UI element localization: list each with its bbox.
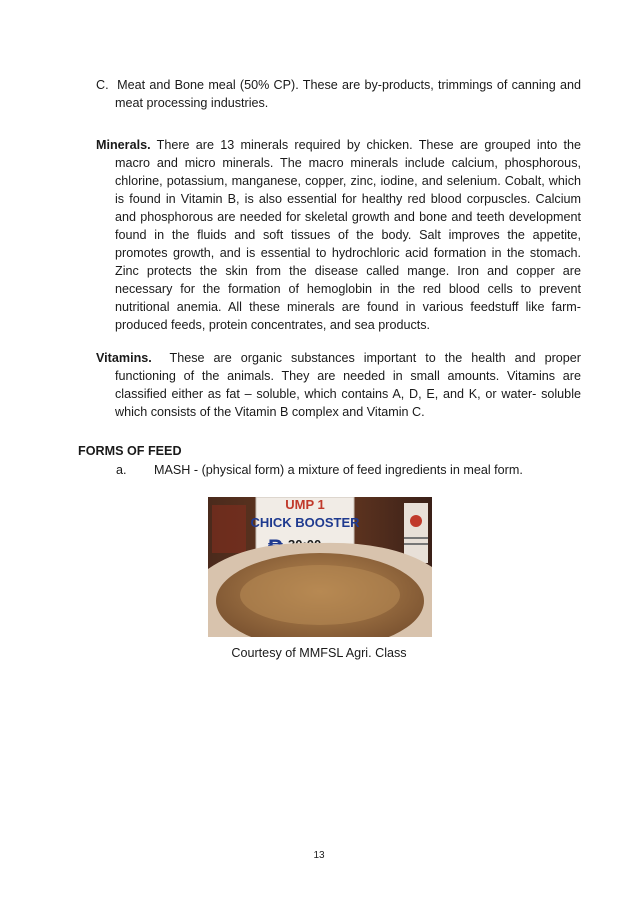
meat-bone-text: Meat and Bone meal (50% CP). These are by-products, trimmings of canning and meat processing industries. — [115, 78, 582, 110]
list-item-letter: a. — [116, 463, 127, 477]
page-number: 13 — [313, 850, 325, 861]
minerals-text: There are 13 minerals required by chicken. These are grouped into the macro and micro minerals. The macro minerals include calcium, phosphorous, chlorine, potassium, manganese, copper, zinc, iodine, and selenium. Cobalt, which is found in Vitamin B, is also essential for healthy red blood corpuscles. Calcium and phosphorous are needed for skeletal growth and bone and teeth development found in the fluids and soft tissues of the body. Salt improves the appetite, promotes growth, and is essential to hydrochloric acid formation in the stomach. Zinc protects the skin from the disease called mange. Iron and copper are necessary for the formation of hemoglobin in the red blood cells to prevent nutritional anemia. All these minerals are found in various feedstuff like farm-produced feeds, protein concentrates, and sea products. — [115, 138, 581, 332]
svg-text:UMP 1: UMP 1 — [285, 497, 325, 512]
vitamins-paragraph — [96, 349, 581, 421]
vitamins-text: These are organic substances important to the health and proper functioning of the animals. They are needed in small amounts. Vitamins are classified either as fat – soluble, which contains A, D, E, and K, or water- soluble which consists of the Vitamin B complex and Vitamin C. — [115, 351, 581, 419]
item-letter: C. — [96, 78, 109, 92]
sign-chick-booster: CHICK BOOSTER — [250, 515, 360, 530]
forms-of-feed-heading: FORMS OF FEED — [78, 444, 182, 458]
vitamins-heading: Vitamins. — [96, 351, 152, 365]
minerals-heading: Minerals. — [96, 138, 151, 152]
list-item-text: MASH - (physical form) a mixture of feed ingredients in meal form. — [154, 463, 523, 477]
meat-bone-meal-paragraph — [96, 76, 581, 112]
chick-booster-photo — [208, 497, 432, 637]
photo-caption: Courtesy of MMFSL Agri. Class — [231, 646, 407, 660]
mash-feed-image — [208, 497, 432, 637]
minerals-paragraph — [96, 136, 581, 334]
